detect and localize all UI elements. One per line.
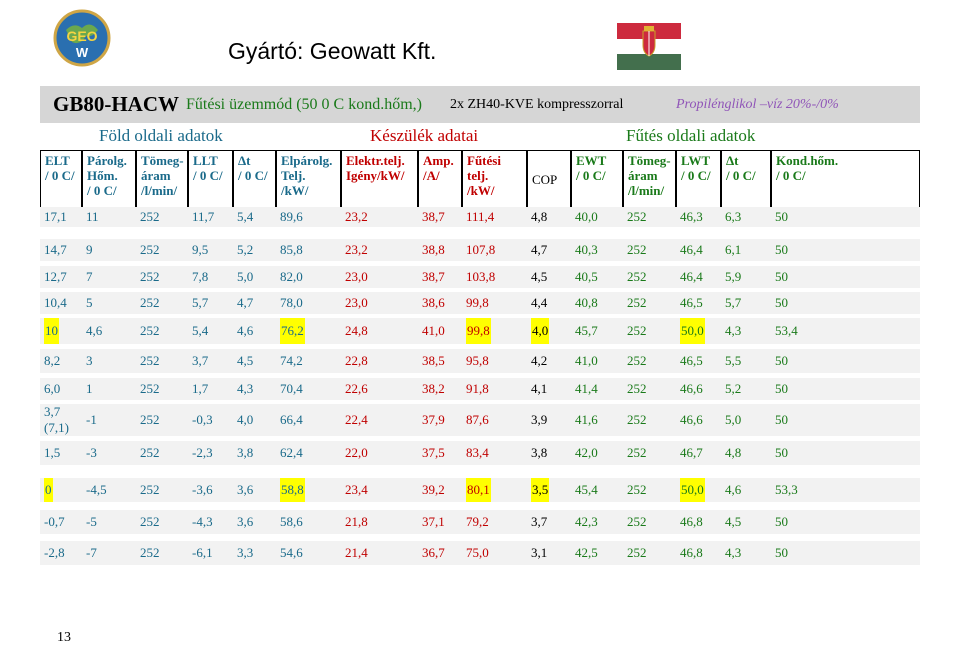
table-cell: 252 (140, 381, 160, 396)
table-cell: 4,3 (725, 323, 742, 338)
table-cell: 99,8 (466, 295, 489, 310)
table-cell: 66,4 (280, 412, 303, 427)
group-device-data: Készülék adatai (370, 126, 479, 145)
table-cell: 3,3 (237, 545, 254, 560)
table-cell: 50 (775, 295, 788, 310)
table-cell: 23,4 (345, 482, 368, 497)
table-cell: 62,4 (280, 445, 303, 460)
table-cell: 50,0 (680, 318, 705, 344)
table-cell: 22,0 (345, 445, 368, 460)
table-cell: 42,3 (575, 514, 598, 529)
model-name: GB80-HACW (53, 92, 179, 116)
column-header: Amp. /A/ (418, 150, 462, 208)
table-row (40, 441, 920, 465)
table-cell: 1,5 (44, 445, 61, 460)
table-cell: 9,5 (192, 242, 209, 257)
column-header: Elektr.telj. Igény/kW/ (341, 150, 418, 208)
column-header: Fűtési telj. /kW/ (462, 150, 527, 208)
table-cell: 87,6 (466, 412, 489, 427)
table-cell: -2,3 (192, 445, 213, 460)
table-cell: 23,2 (345, 209, 368, 224)
table-cell: 4,1 (531, 381, 548, 396)
table-cell: 252 (140, 323, 160, 338)
table-cell: 50 (775, 445, 788, 460)
table-row (40, 266, 920, 288)
table-cell: 252 (140, 209, 160, 224)
table-cell: 6,0 (44, 381, 61, 396)
table-cell: 5,4 (192, 323, 209, 338)
table-cell: 39,2 (422, 482, 445, 497)
column-header: Tömeg- áram /l/min/ (623, 150, 676, 208)
table-cell: 252 (627, 514, 647, 529)
table-cell: 7,8 (192, 269, 209, 284)
table-row (40, 378, 920, 400)
column-header: Δt / 0 C/ (233, 150, 276, 208)
table-cell: -3 (86, 445, 97, 460)
table-cell: 4,0 (531, 318, 549, 344)
table-cell: -2,8 (44, 545, 65, 560)
table-cell: 23,0 (345, 295, 368, 310)
table-cell: 40,0 (575, 209, 598, 224)
table-cell: 38,2 (422, 381, 445, 396)
table-cell: 41,6 (575, 412, 598, 427)
column-header: Δt / 0 C/ (721, 150, 771, 208)
table-cell: 107,8 (466, 242, 496, 257)
table-cell: 8,2 (44, 353, 61, 368)
table-cell: 3 (86, 353, 93, 368)
table-cell: 7 (86, 269, 93, 284)
table-cell: 11,7 (192, 209, 215, 224)
table-cell: 46,6 (680, 381, 703, 396)
table-cell: 252 (140, 514, 160, 529)
table-cell: 50 (775, 353, 788, 368)
table-cell: 111,4 (466, 209, 495, 224)
table-cell: 22,8 (345, 353, 368, 368)
table-cell: 252 (627, 412, 647, 427)
table-cell: 36,7 (422, 545, 445, 560)
table-cell: -1 (86, 412, 97, 427)
table-cell: 54,6 (280, 545, 303, 560)
column-header: Tömeg- áram /l/min/ (136, 150, 188, 208)
table-cell: 4,3 (237, 381, 254, 396)
table-cell: 5,7 (725, 295, 742, 310)
table-cell: 3,7 (531, 514, 548, 529)
table-cell: 14,7 (44, 242, 67, 257)
table-cell: -0,3 (192, 412, 213, 427)
table-cell: 23,0 (345, 269, 368, 284)
table-cell: 10 (44, 318, 59, 344)
table-cell: 5,0 (725, 412, 742, 427)
table-cell: 3,8 (531, 445, 548, 460)
table-cell: -7 (86, 545, 97, 560)
table-cell: 21,8 (345, 514, 368, 529)
table-cell: -4,5 (86, 482, 107, 497)
group-ground-side: Föld oldali adatok (99, 126, 223, 145)
table-cell: 4,6 (237, 323, 254, 338)
table-cell: 3,1 (531, 545, 548, 560)
table-header (40, 150, 920, 208)
geowatt-logo (52, 8, 112, 68)
table-cell: 89,6 (280, 209, 303, 224)
table-cell: 6,1 (725, 242, 742, 257)
table-cell: 53,3 (775, 482, 798, 497)
table-cell: 46,4 (680, 242, 703, 257)
table-cell: 4,7 (531, 242, 548, 257)
table-cell: 83,4 (466, 445, 489, 460)
column-header: LWT / 0 C/ (676, 150, 721, 208)
table-cell: 38,8 (422, 242, 445, 257)
table-cell: 5,5 (725, 353, 742, 368)
table-cell: 252 (140, 269, 160, 284)
table-cell: 252 (627, 482, 647, 497)
table-cell: 76,2 (280, 318, 305, 344)
table-cell: 38,7 (422, 269, 445, 284)
table-cell: 4,5 (531, 269, 548, 284)
column-header: COP (527, 150, 571, 208)
table-cell: 91,8 (466, 381, 489, 396)
table-cell: 40,5 (575, 269, 598, 284)
hungarian-flag-icon (617, 23, 681, 70)
table-cell: 252 (627, 242, 647, 257)
table-cell: 3,8 (237, 445, 254, 460)
table-cell: 46,5 (680, 295, 703, 310)
page-number: 13 (57, 630, 71, 645)
table-cell: 12,7 (44, 269, 67, 284)
table-cell: 50 (775, 242, 788, 257)
table-cell: 22,6 (345, 381, 368, 396)
table-cell: 5,2 (237, 242, 254, 257)
table-cell: 50 (775, 381, 788, 396)
table-cell: 4,6 (725, 482, 742, 497)
table-cell: 1 (86, 381, 93, 396)
table-cell: 41,0 (575, 353, 598, 368)
table-cell: 46,8 (680, 545, 703, 560)
table-cell: 252 (627, 445, 647, 460)
table-cell: 50,0 (680, 478, 705, 502)
table-cell: 4,2 (531, 353, 548, 368)
table-row (40, 239, 920, 261)
table-cell: 21,4 (345, 545, 368, 560)
table-cell: 103,8 (466, 269, 496, 284)
manufacturer-title: Gyártó: Geowatt Kft. (228, 38, 437, 64)
model-band (40, 86, 920, 123)
operating-mode: Fűtési üzemmód (50 0 C kond.hőm,) (186, 96, 422, 113)
table-cell: 252 (627, 381, 647, 396)
table-cell: 252 (627, 353, 647, 368)
svg-text:W: W (75, 45, 89, 60)
table-cell: 4,8 (531, 209, 548, 224)
table-cell: 41,0 (422, 323, 445, 338)
table-cell: 75,0 (466, 545, 489, 560)
table-cell: 95,8 (466, 353, 489, 368)
table-cell: 252 (140, 353, 160, 368)
table-cell: 0 (44, 478, 53, 502)
table-cell: 9 (86, 242, 93, 257)
table-row (40, 318, 920, 344)
table-cell: 252 (627, 209, 647, 224)
table-cell: 5,7 (192, 295, 209, 310)
table-cell: 70,4 (280, 381, 303, 396)
table-cell: 46,3 (680, 209, 703, 224)
table-cell: 252 (627, 295, 647, 310)
table-cell: 17,1 (44, 209, 67, 224)
column-header: Kond.hőm. / 0 C/ (771, 150, 920, 208)
table-cell: 3,6 (237, 514, 254, 529)
table-cell: 50 (775, 269, 788, 284)
table-cell: 11 (86, 209, 99, 224)
table-cell: 38,7 (422, 209, 445, 224)
table-cell: 1,7 (192, 381, 209, 396)
table-cell: 37,1 (422, 514, 445, 529)
table-cell: 38,6 (422, 295, 445, 310)
table-cell: 252 (140, 445, 160, 460)
table-cell: 42,5 (575, 545, 598, 560)
table-cell: -5 (86, 514, 97, 529)
table-cell: -3,6 (192, 482, 213, 497)
table-cell: 3,7 (192, 353, 209, 368)
column-header: Párolg. Hőm. / 0 C/ (82, 150, 136, 208)
table-cell: 5,2 (725, 381, 742, 396)
table-cell: 50 (775, 209, 788, 224)
group-heating-side: Fűtés oldali adatok (626, 126, 756, 145)
table-cell: 22,4 (345, 412, 368, 427)
table-cell: -4,3 (192, 514, 213, 529)
table-cell: 252 (140, 242, 160, 257)
table-cell: 4,4 (531, 295, 548, 310)
table-row (40, 510, 920, 534)
table-cell: 4,5 (237, 353, 254, 368)
table-cell: 252 (627, 323, 647, 338)
table-cell: 4,5 (725, 514, 742, 529)
table-cell: 38,5 (422, 353, 445, 368)
table-cell: 5,0 (237, 269, 254, 284)
table-cell: 74,2 (280, 353, 303, 368)
table-cell: -6,1 (192, 545, 213, 560)
table-cell: 53,4 (775, 323, 798, 338)
table-cell: 42,0 (575, 445, 598, 460)
table-cell: 252 (140, 295, 160, 310)
table-cell: 5,9 (725, 269, 742, 284)
table-cell: 80,1 (466, 478, 491, 502)
table-cell: 45,4 (575, 482, 598, 497)
table-row (40, 292, 920, 314)
table-cell: 50 (775, 514, 788, 529)
column-header: EWT / 0 C/ (571, 150, 623, 208)
svg-text:GEO: GEO (66, 28, 98, 44)
table-cell: 58,6 (280, 514, 303, 529)
table-cell: 78,0 (280, 295, 303, 310)
table-cell: 40,3 (575, 242, 598, 257)
table-cell: 46,6 (680, 412, 703, 427)
table-cell: 45,7 (575, 323, 598, 338)
table-cell: 5,4 (237, 209, 254, 224)
table-cell: 4,8 (725, 445, 742, 460)
table-cell: 4,7 (237, 295, 254, 310)
table-cell: 41,4 (575, 381, 598, 396)
table-row (40, 541, 920, 565)
table-cell: 252 (627, 269, 647, 284)
table-cell: 5 (86, 295, 93, 310)
table-cell: 79,2 (466, 514, 489, 529)
table-cell: 4,6 (86, 323, 103, 338)
table-cell: 50 (775, 545, 788, 560)
table-cell: 6,3 (725, 209, 742, 224)
table-cell: 252 (140, 482, 160, 497)
table-cell: 50 (775, 412, 788, 427)
column-header: ELT / 0 C/ (40, 150, 82, 208)
table-cell: 4,3 (725, 545, 742, 560)
column-header: LLT / 0 C/ (188, 150, 233, 208)
table-row (40, 478, 920, 502)
table-cell: 37,9 (422, 412, 445, 427)
table-cell: 40,8 (575, 295, 598, 310)
fluid-info: Propilénglikol –víz 20%-/0% (676, 97, 839, 112)
table-cell: 46,4 (680, 269, 703, 284)
table-cell: 252 (140, 412, 160, 427)
table-cell: 37,5 (422, 445, 445, 460)
table-cell: 46,8 (680, 514, 703, 529)
table-cell: 58,8 (280, 478, 305, 502)
table-cell: 4,0 (237, 412, 254, 427)
table-cell: 24,8 (345, 323, 368, 338)
column-header: Elpárolg. Telj. /kW/ (276, 150, 341, 208)
table-cell: 3,6 (237, 482, 254, 497)
table-cell: 46,5 (680, 353, 703, 368)
table-cell: 252 (627, 545, 647, 560)
table-cell: 10,4 (44, 295, 67, 310)
table-cell: 23,2 (345, 242, 368, 257)
table-row (40, 404, 920, 436)
table-cell: 85,8 (280, 242, 303, 257)
table-cell: -0,7 (44, 514, 65, 529)
table-row (40, 207, 920, 227)
table-cell: 252 (140, 545, 160, 560)
table-row (40, 349, 920, 373)
table-cell: 3,9 (531, 412, 548, 427)
table-cell: 46,7 (680, 445, 703, 460)
table-cell: 99,8 (466, 318, 491, 344)
table-cell: 82,0 (280, 269, 303, 284)
compressor-info: 2x ZH40-KVE kompresszorral (450, 97, 624, 112)
table-cell: 3,7 (7,1) (44, 404, 69, 435)
table-cell: 3,5 (531, 478, 549, 502)
